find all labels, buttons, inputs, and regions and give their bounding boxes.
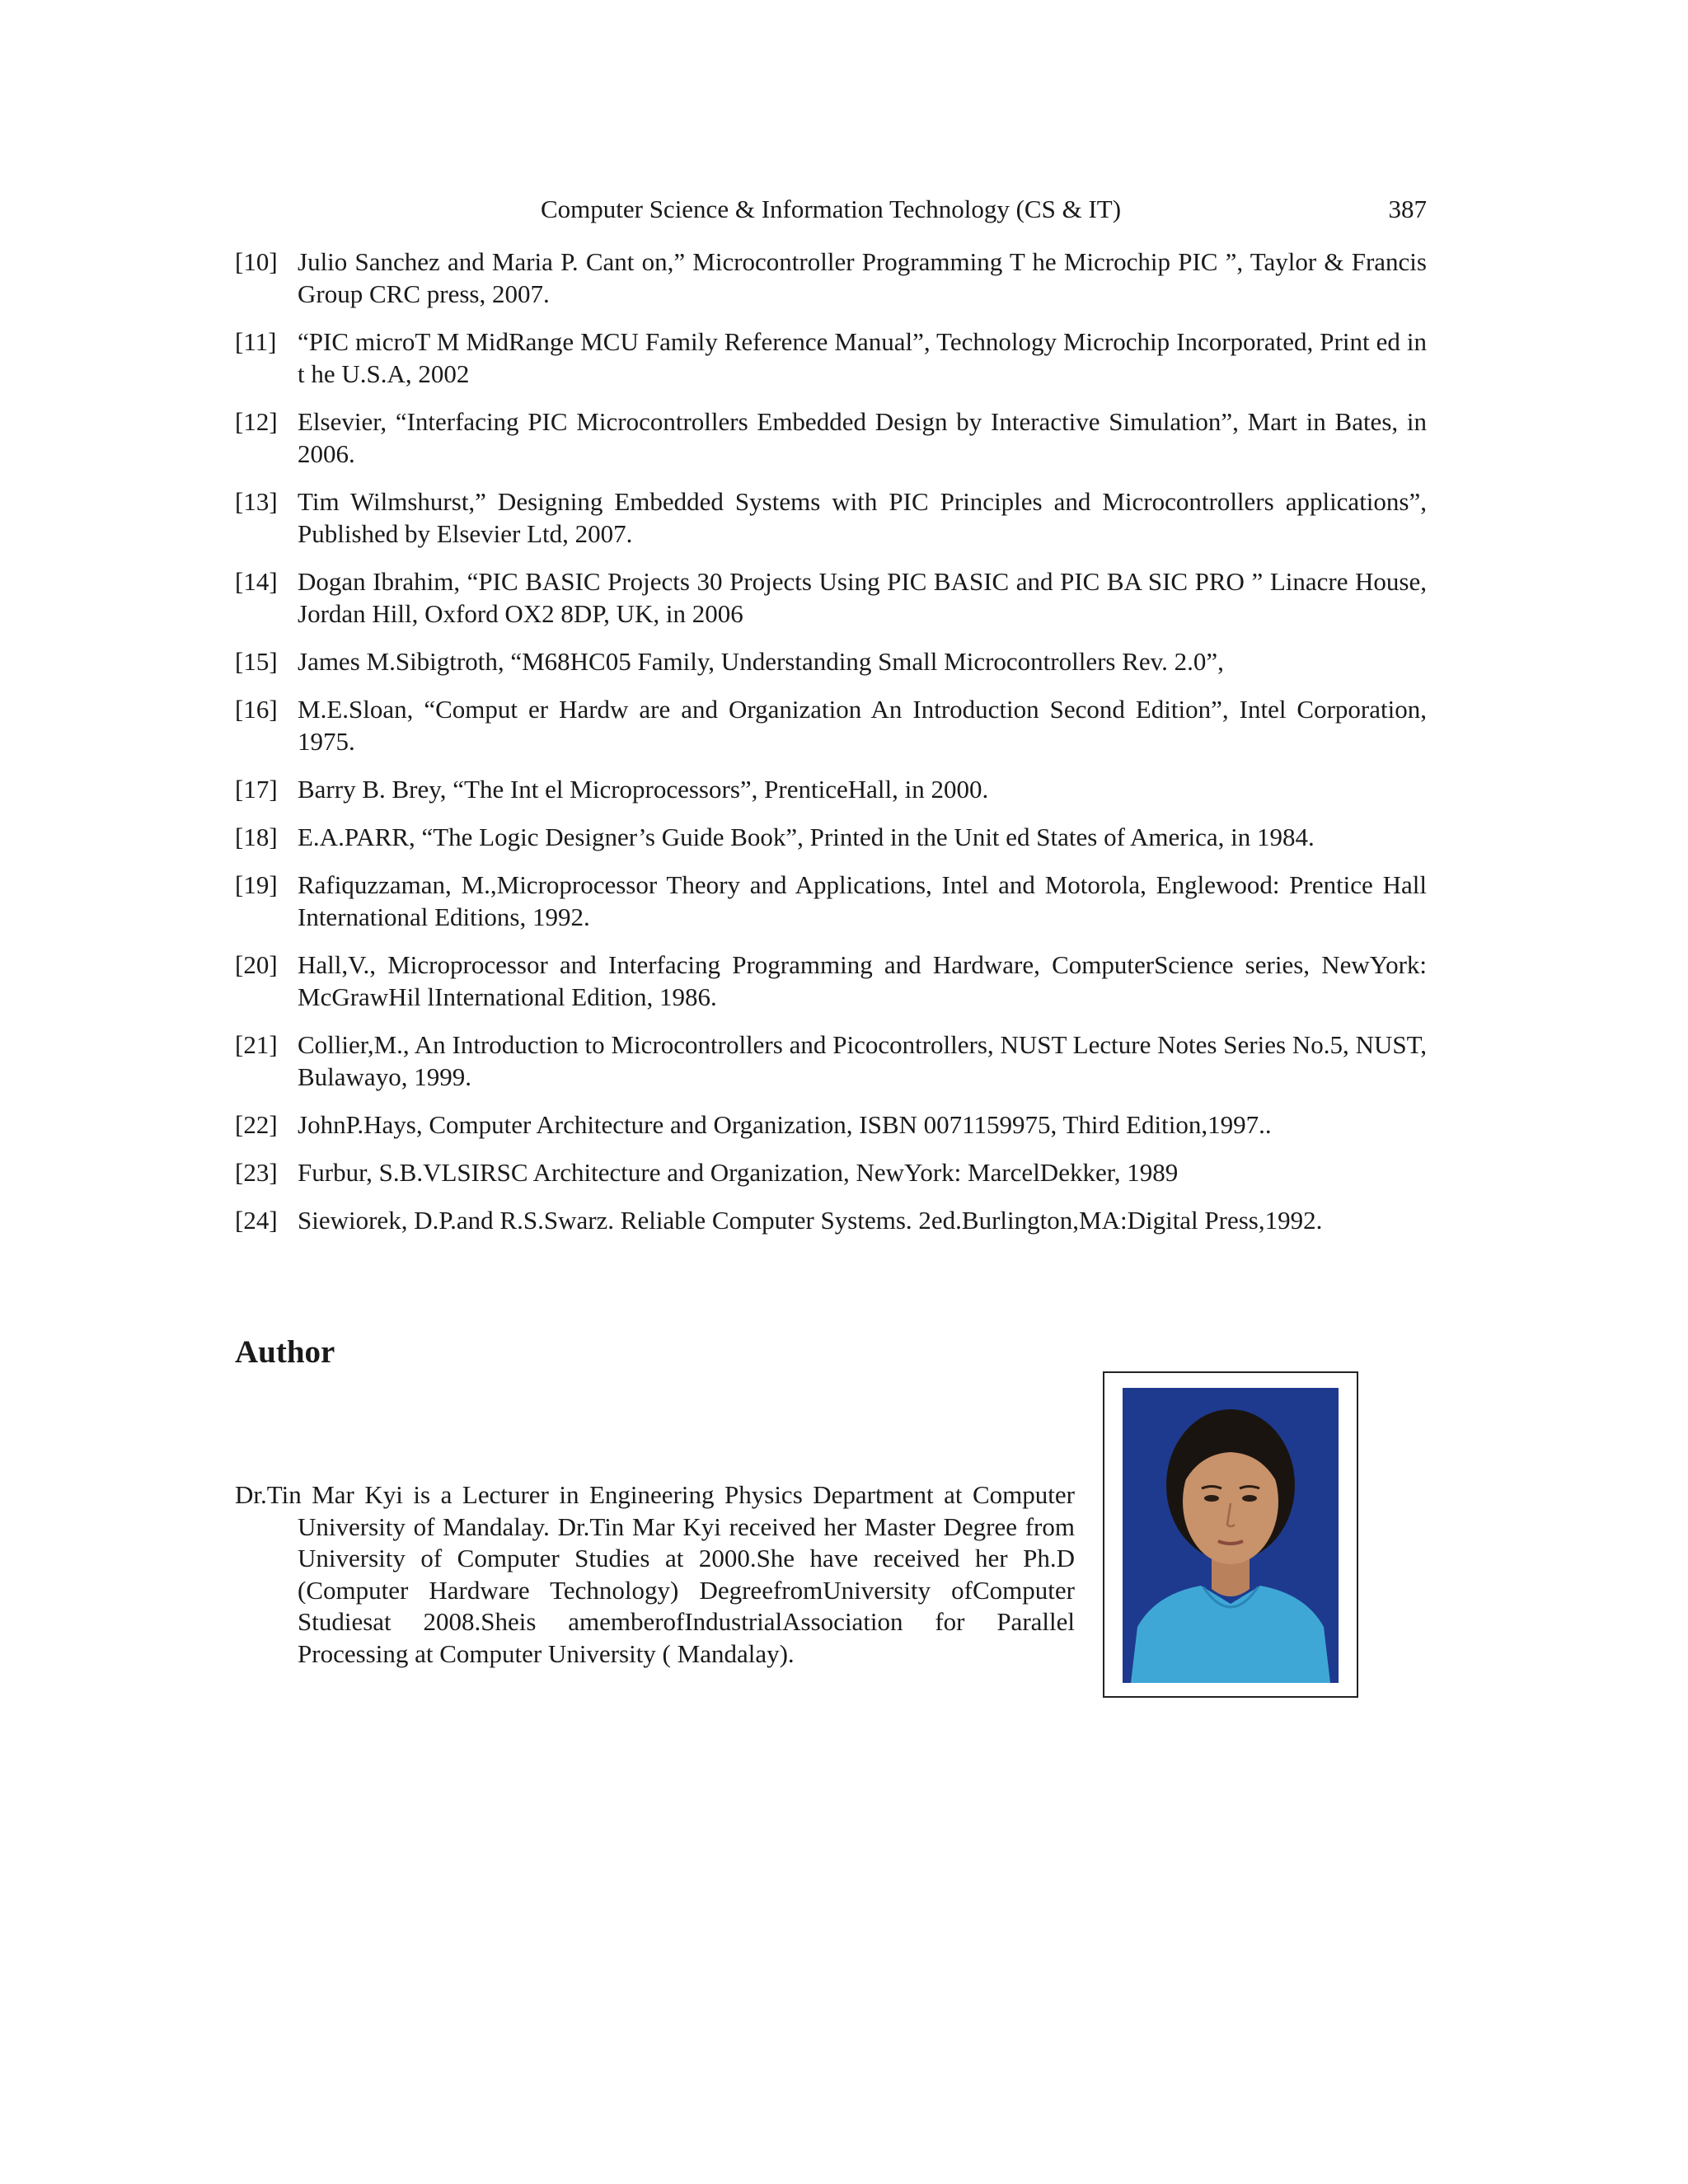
reference-text: “PIC microT M MidRange MCU Family Reference Manual”, Technology Microchip Incorporated, Print ed in t he U.S.A, 2002 (298, 327, 1427, 388)
reference-text: Siewiorek, D.P.and R.S.Swarz. Reliable Computer Systems. 2ed.Burlington,MA:Digital Press,1992. (298, 1206, 1323, 1235)
reference-item (235, 949, 1427, 1013)
reference-number: [17] (235, 775, 278, 804)
reference-text: Julio Sanchez and Maria P. Cant on,” Microcontroller Programming T he Microchip PIC ”, Taylor & Francis Group CRC press, 2007. (298, 247, 1427, 308)
reference-number: [18] (235, 823, 278, 851)
reference-text: E.A.PARR, “The Logic Designer’s Guide Book”, Printed in the Unit ed States of America, in 1984. (298, 823, 1315, 851)
reference-text: James M.Sibigtroth, “M68HC05 Family, Understanding Small Microcontrollers Rev. 2.0”, (298, 647, 1224, 676)
reference-text: Furbur, S.B.VLSIRSC Architecture and Organization, NewYork: MarcelDekker, 1989 (298, 1158, 1179, 1187)
reference-text: Hall,V., Microprocessor and Interfacing Programming and Hardware, ComputerScience series, NewYork: McGrawHil lInternational Edition, 1986. (298, 950, 1427, 1011)
reference-item (235, 1204, 1427, 1236)
author-heading: Author (235, 1334, 335, 1370)
portrait-illustration (1123, 1388, 1339, 1683)
reference-item (235, 1029, 1427, 1093)
reference-number: [21] (235, 1030, 278, 1059)
reference-text: Elsevier, “Interfacing PIC Microcontrollers Embedded Design by Interactive Simulation”, Mart in Bates, in 2006. (298, 407, 1427, 468)
reference-number: [15] (235, 647, 278, 676)
reference-item (235, 773, 1427, 805)
reference-number: [20] (235, 950, 278, 979)
reference-text: M.E.Sloan, “Comput er Hardw are and Organization An Introduction Second Edition”, Intel Corporation, 1975. (298, 695, 1427, 756)
running-header (235, 194, 1427, 231)
reference-item (235, 1108, 1427, 1141)
reference-text: Tim Wilmshurst,” Designing Embedded Systems with PIC Principles and Microcontrollers applications”, Published by Elsevier Ltd, 2007. (298, 487, 1427, 548)
reference-item (235, 485, 1427, 550)
reference-number: [19] (235, 870, 278, 899)
reference-number: [11] (235, 327, 277, 356)
reference-text: JohnP.Hays, Computer Architecture and Organization, ISBN 0071159975, Third Edition,1997.. (298, 1110, 1272, 1139)
reference-number: [22] (235, 1110, 278, 1139)
reference-item (235, 869, 1427, 933)
reference-item (235, 326, 1427, 390)
reference-item (235, 246, 1427, 310)
reference-item (235, 405, 1427, 470)
reference-number: [16] (235, 695, 278, 724)
reference-list (235, 246, 1427, 1252)
reference-number: [12] (235, 407, 278, 436)
reference-text: Collier,M., An Introduction to Microcontrollers and Picocontrollers, NUST Lecture Notes Series No.5, NUST, Bulawayo, 1999. (298, 1030, 1427, 1091)
reference-item (235, 1156, 1427, 1188)
reference-text: Dogan Ibrahim, “PIC BASIC Projects 30 Projects Using PIC BASIC and PIC BA SIC PRO ” Linacre House, Jordan Hill, Oxford OX2 8DP, UK, in 2006 (298, 567, 1427, 628)
reference-number: [24] (235, 1206, 278, 1235)
reference-item (235, 565, 1427, 630)
reference-number: [13] (235, 487, 278, 516)
page-number: 387 (1388, 194, 1427, 223)
author-biography: Dr.Tin Mar Kyi is a Lecturer in Engineering Physics Department at Computer University of Mandalay. Dr.Tin Mar Kyi received her Master Degree from University of Computer Studies at 2000.She have received her Ph.D (Computer Hardware Technology) DegreefromUniversity ofComputer Studiesat 2008.Sheis amemberofIndustrialAssociation for Parallel Processing at Computer University ( Mandalay). (235, 1480, 1075, 1668)
journal-title: Computer Science & Information Technology (CS & IT) (540, 194, 1122, 223)
author-photo (1123, 1388, 1339, 1683)
reference-item (235, 821, 1427, 853)
author-photo-frame (1103, 1371, 1358, 1698)
reference-text: Rafiquzzaman, M.,Microprocessor Theory and Applications, Intel and Motorola, Englewood: Prentice Hall International Editions, 1992. (298, 870, 1427, 931)
reference-text: Barry B. Brey, “The Int el Microprocessors”, PrenticeHall, in 2000. (298, 775, 989, 804)
reference-number: [14] (235, 567, 278, 596)
reference-number: [23] (235, 1158, 278, 1187)
reference-item (235, 693, 1427, 757)
reference-item (235, 645, 1427, 677)
reference-number: [10] (235, 247, 278, 276)
